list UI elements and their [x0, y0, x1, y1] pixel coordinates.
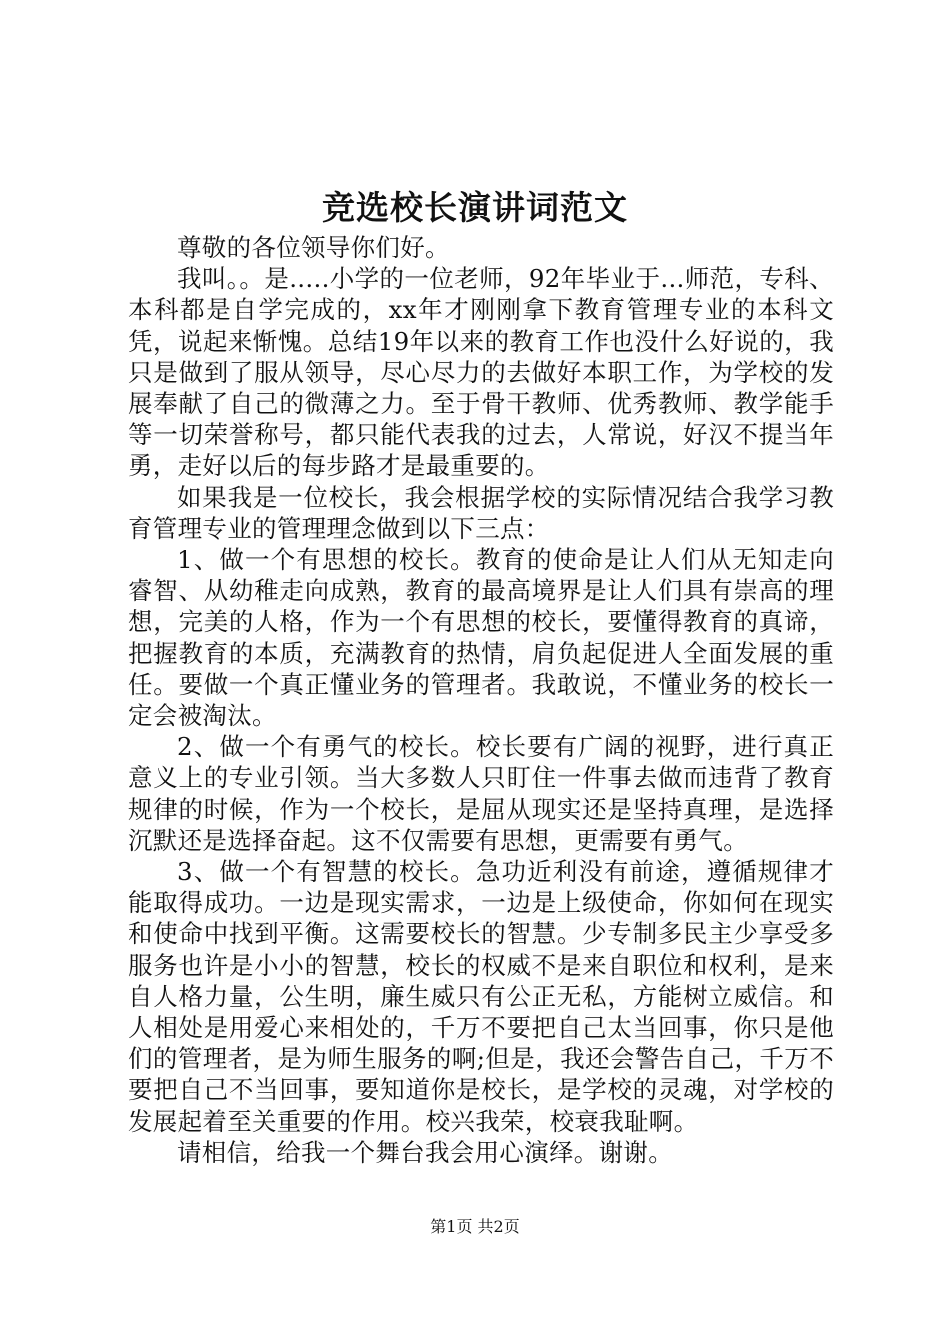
paragraph-point-3: 3、做一个有智慧的校长。急功近利没有前途，遵循规律才能取得成功。一边是现实需求，一边是上级使命，你如何在现实和使命中找到平衡。这需要校长的智慧。少专制多民主少享受多服务也许是小小的智慧，校长的权威不是来自职位和权利，是来自人格力量，公生明，廉生威只有公正无私，方能树立威信。和人相处是用爱心来相处的，千万不要把自己太当回事，你只是他们的管理者，是为师生服务的啊;但是，我还会警告自己，千万不要把自己不当回事，要知道你是校长，是学校的灵魂，对学校的发展起着至关重要的作用。校兴我荣，校衰我耻啊。	[128, 857, 834, 1136]
paragraph-plan-intro: 如果我是一位校长，我会根据学校的实际情况结合我学习教育管理专业的管理理念做到以下三点：	[128, 482, 834, 543]
paragraph-greeting: 尊敬的各位领导你们好。	[177, 233, 450, 262]
document-title: 竞选校长演讲词范文	[322, 188, 628, 227]
document-body	[128, 232, 834, 1168]
paragraph-closing: 请相信，给我一个舞台我会用心演绎。谢谢。	[177, 1137, 673, 1167]
page-footer: 第1页 共2页	[430, 1217, 520, 1236]
paragraph-point-1: 1、做一个有思想的校长。教育的使命是让人们从无知走向睿智、从幼稚走向成熟，教育的最高境界是让人们具有崇高的理想，完美的人格，作为一个有思想的校长，要懂得教育的真谛，把握教育的本质，充满教育的热情，肩负起促进人全面发展的重任。要做一个真正懂业务的管理者。我敢说，不懂业务的校长一定会被淘汰。	[128, 545, 834, 731]
paragraph-point-2: 2、做一个有勇气的校长。校长要有广阔的视野，进行真正意义上的专业引领。当大多数人只盯住一件事去做而违背了教育规律的时候，作为一个校长，是屈从现实还是坚持真理，是选择沉默还是选择奋起。这不仅需要有思想，更需要有勇气。	[128, 732, 834, 855]
paragraph-introduction: 我叫。。是.....小学的一位老师，92年毕业于...师范，专科、本科都是自学完成的，xx年才刚刚拿下教育管理专业的本科文凭，说起来惭愧。总结19年以来的教育工作也没什么好说的，我只是做到了服从领导，尽心尽力的去做好本职工作，为学校的发展奉献了自己的微薄之力。至于骨干教师、优秀教师、教学能手等一切荣誉称号，都只能代表我的过去，人常说，好汉不提当年勇，走好以后的每步路才是最重要的。	[128, 264, 834, 481]
